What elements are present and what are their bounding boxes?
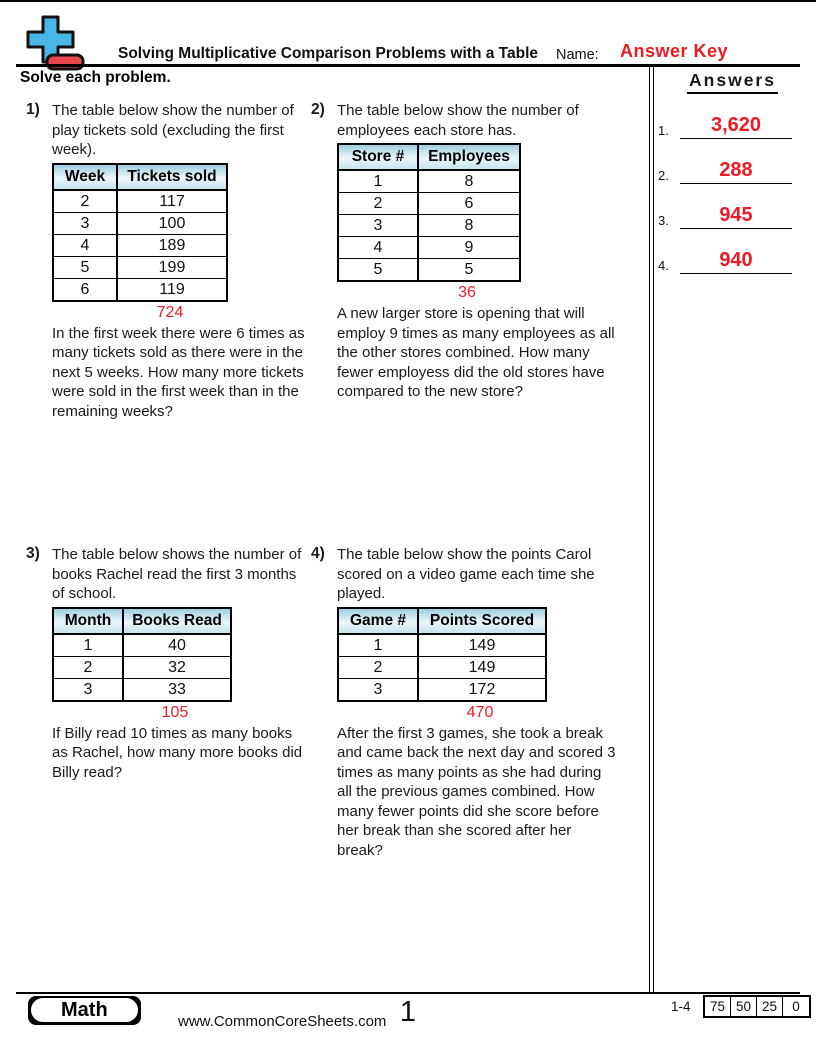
problem-intro: The table below show the points Carol scored on a video game each time she played. (337, 546, 595, 602)
score-table (703, 995, 811, 1018)
table-cell: 6 (54, 279, 118, 300)
table-row (339, 193, 519, 215)
data-table (337, 143, 521, 282)
table-cell: 5 (464, 261, 474, 278)
answer-item-1 (658, 109, 792, 139)
table-row (54, 191, 226, 213)
table-header-cell: Employees (419, 145, 519, 171)
problem-number: 3) (26, 545, 40, 562)
table-cell: 189 (118, 235, 226, 257)
score-cell: 0 (792, 999, 800, 1014)
table-header-cell: Week (54, 165, 118, 191)
table-cell: 3 (339, 215, 419, 237)
problem-3 (26, 545, 306, 782)
instruction-text: Solve each problem. (20, 69, 171, 86)
table-cell: 1 (339, 635, 419, 657)
work-answer: 36 (458, 284, 476, 301)
answer-number: 4. (658, 258, 669, 273)
problem-question: In the first week there were 6 times as many tickets sold as there were in the next 5 weeks. How many more tickets were sold in the first week than in the remaining weeks? (52, 324, 305, 420)
table-header-cell: Books Read (124, 609, 230, 635)
table-row (54, 657, 230, 679)
table-cell: 2 (54, 191, 118, 213)
score-cell: 75 (705, 997, 731, 1016)
score-cell: 50 (731, 997, 757, 1016)
table-row (339, 635, 545, 657)
table-cell: 119 (159, 280, 185, 298)
table-cell: 40 (124, 635, 230, 657)
name-label: Name: (556, 47, 599, 63)
table-cell: 9 (419, 237, 519, 259)
problem-2 (311, 101, 619, 402)
table-cell: 5 (339, 259, 419, 280)
answer-blank-line (680, 247, 792, 274)
problem-number: 2) (311, 101, 325, 118)
problem-4 (311, 545, 619, 860)
data-table (337, 607, 547, 702)
table-row (339, 171, 519, 193)
table-row (339, 237, 519, 259)
problem-question: A new larger store is opening that will employ 9 times as many employees as all the other stores combined. How many fewer employess did the old stores have compared to the new store? (337, 305, 615, 400)
table-row (54, 235, 226, 257)
table-cell: 3 (339, 679, 419, 700)
score-cell: 25 (757, 997, 783, 1016)
score-range-label: 1-4 (671, 999, 691, 1014)
table-row (54, 679, 230, 700)
subject-badge (28, 996, 141, 1025)
page-title: Solving Multiplicative Comparison Problems with a Table (118, 45, 539, 62)
website-url: www.CommonCoreSheets.com (178, 1013, 387, 1030)
table-cell: 100 (118, 213, 226, 235)
table-cell: 4 (54, 235, 118, 257)
table-cell: 149 (419, 657, 545, 679)
table-cell: 32 (124, 657, 230, 679)
table-cell: 3 (54, 213, 118, 235)
name-answer-key: Answer Key (620, 41, 729, 61)
problem-intro: The table below shows the number of books Rachel read the first 3 months of school. (52, 546, 302, 602)
table-cell: 8 (419, 171, 519, 193)
work-answer: 105 (161, 703, 189, 721)
table-cell: 2 (54, 657, 124, 679)
subject-label: Math (31, 998, 138, 1022)
table-row (54, 635, 230, 657)
header-divider (16, 64, 800, 67)
answer-value: 3,620 (710, 114, 762, 136)
table-header-cell: Points Scored (419, 609, 545, 635)
answer-blank-line (680, 112, 792, 139)
table-row (339, 657, 545, 679)
table-cell: 1 (339, 171, 419, 193)
answers-column-divider (649, 66, 654, 992)
work-answer: 724 (156, 303, 184, 321)
answer-item-4 (658, 244, 792, 274)
table-cell: 199 (118, 257, 226, 279)
table-cell: 172 (468, 680, 496, 698)
table-row (339, 215, 519, 237)
work-answer: 470 (466, 703, 494, 721)
answer-blank-line (680, 157, 792, 184)
table-cell: 8 (419, 215, 519, 237)
answer-blank-line (680, 202, 792, 229)
problem-number: 1) (26, 101, 40, 118)
table-cell: 3 (54, 679, 124, 700)
table-cell: 1 (54, 635, 124, 657)
minus-icon (47, 55, 83, 69)
table-row (339, 679, 545, 700)
table-row (54, 257, 226, 279)
footer-divider (16, 992, 800, 994)
table-cell: 6 (419, 193, 519, 215)
answer-value: 945 (719, 204, 753, 226)
problem-intro: The table below show the number of employees each store has. (337, 102, 579, 139)
table-header-cell: Month (54, 609, 124, 635)
table-header-cell: Tickets sold (118, 165, 226, 191)
problem-intro: The table below show the number of play tickets sold (excluding the first week). (52, 102, 294, 158)
page-number: 1 (399, 996, 417, 1028)
table-cell: 4 (339, 237, 419, 259)
answer-number: 3. (658, 213, 669, 228)
problem-number: 4) (311, 545, 325, 562)
table-cell: 33 (168, 680, 186, 698)
table-row (54, 213, 226, 235)
answer-value: 288 (719, 159, 753, 181)
problem-question: After the first 3 games, she took a break and came back the next day and scored 3 times as many points as she had during all the previous games combined. How many fewer points did she score before her break than she scored after her break? (337, 724, 616, 859)
answers-title: Answers (660, 70, 805, 94)
problem-question: If Billy read 10 times as many books as Rachel, how many more books did Billy read? (52, 724, 303, 781)
table-row (54, 279, 226, 300)
table-row (339, 259, 519, 280)
answer-item-3 (658, 199, 792, 229)
answer-number: 1. (658, 123, 669, 138)
table-cell: 149 (419, 635, 545, 657)
table-cell: 2 (339, 657, 419, 679)
answer-number: 2. (658, 168, 669, 183)
table-row (705, 997, 809, 1016)
problem-1 (26, 101, 306, 421)
table-cell: 2 (339, 193, 419, 215)
answer-item-2 (658, 154, 792, 184)
table-cell: 5 (54, 257, 118, 279)
table-cell: 117 (118, 191, 226, 213)
table-header-cell: Game # (339, 609, 419, 635)
page-top-edge (0, 0, 816, 2)
answer-value: 940 (719, 249, 753, 271)
data-table (52, 163, 228, 302)
data-table (52, 607, 232, 702)
table-header-cell: Store # (339, 145, 419, 171)
